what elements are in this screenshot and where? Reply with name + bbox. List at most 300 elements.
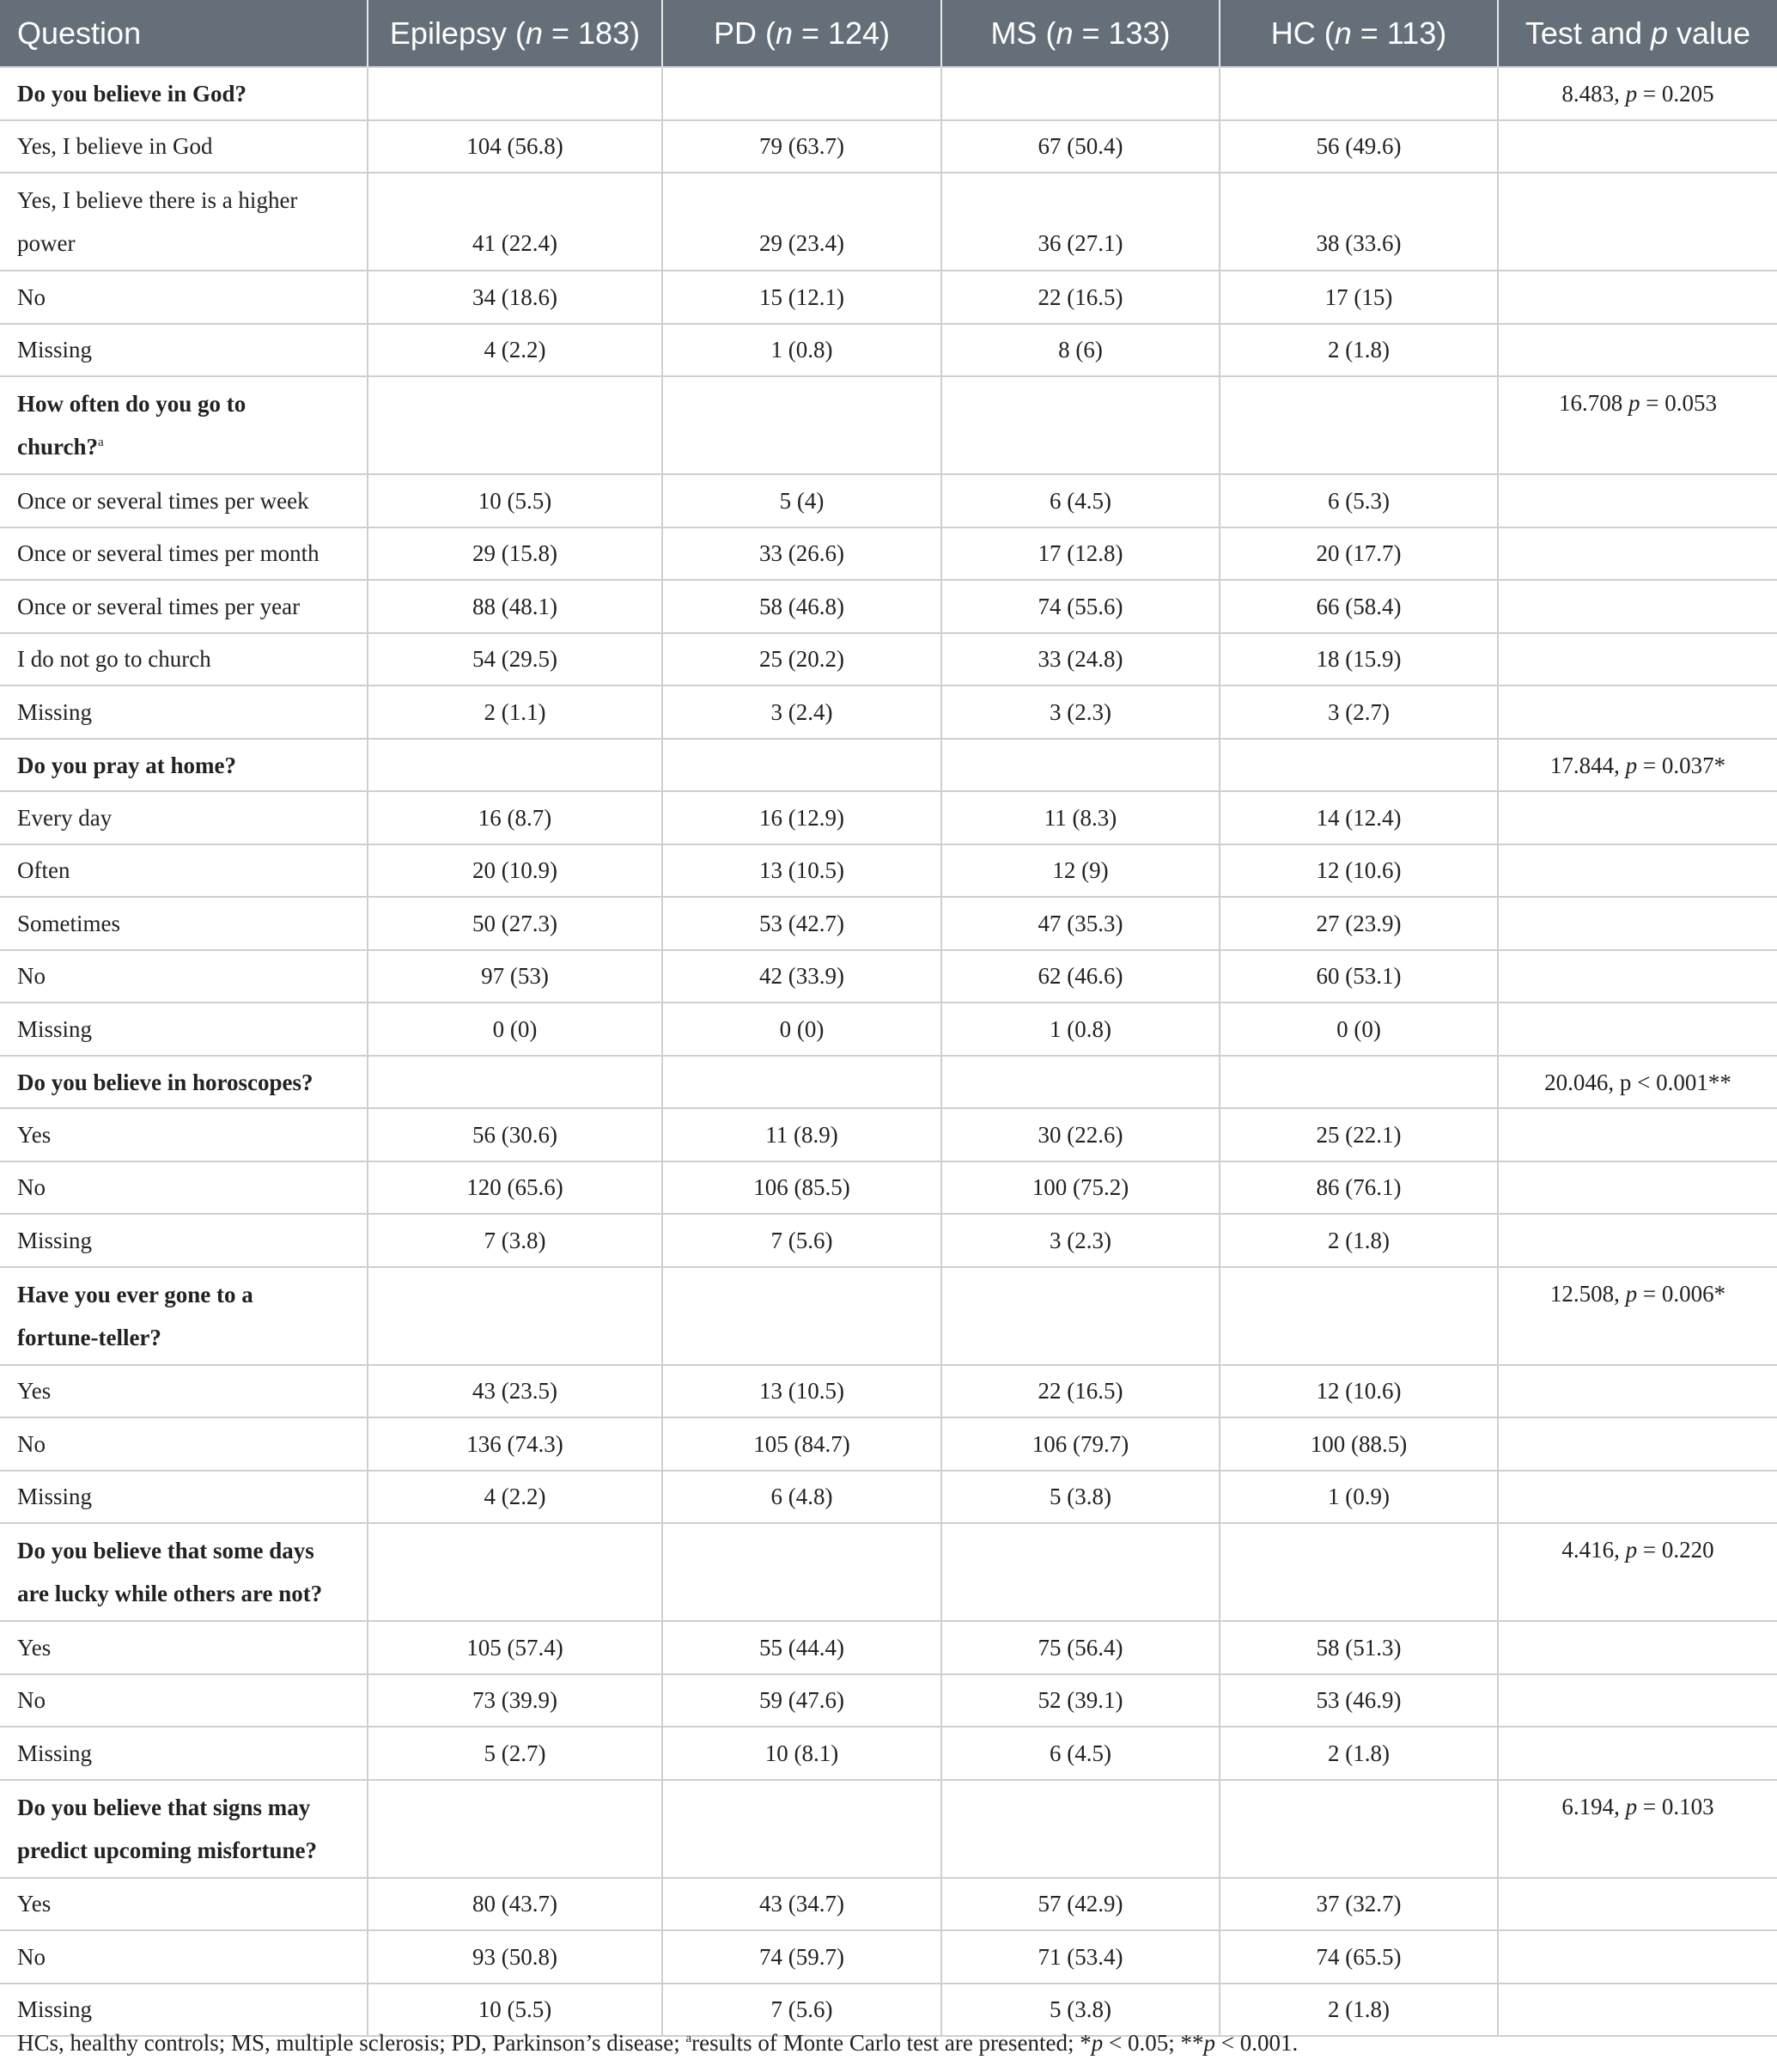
footnote-sig2: < 0.001. (1215, 2030, 1299, 2056)
test-stat: 6.194, (1561, 1793, 1626, 1819)
ms-cell: 1 (0.8) (941, 1002, 1220, 1056)
hc-cell (1220, 1523, 1498, 1621)
ms-cell (941, 67, 1220, 120)
label-text: Yes (17, 1378, 52, 1405)
hc-cell: 38 (33.6) (1220, 173, 1498, 271)
hc-cell: 56 (49.6) (1220, 120, 1498, 174)
label-text: Missing (17, 1015, 93, 1042)
col-header-pd (662, 0, 941, 67)
label-text: Sometimes (17, 910, 120, 936)
label-text: No (17, 1430, 46, 1457)
ms-cell: 67 (50.4) (941, 120, 1220, 174)
label-line-1: Have you ever gone to a (17, 1281, 253, 1307)
hc-cell (1220, 739, 1498, 792)
epilepsy-cell: 105 (57.4) (368, 1621, 662, 1674)
hc-cell: 2 (1.8) (1220, 1214, 1498, 1267)
label-text: Missing (17, 1740, 93, 1766)
answer-label (0, 173, 368, 271)
test-cell (1498, 1471, 1777, 1524)
hc-cell: 2 (1.8) (1220, 1727, 1498, 1780)
ms-cell: 30 (22.6) (941, 1108, 1220, 1161)
table-row (0, 950, 1777, 1003)
label-text: I do not go to church (17, 646, 211, 673)
table-row (0, 1674, 1777, 1728)
epilepsy-cell (368, 739, 662, 792)
table-row (0, 1930, 1777, 1984)
ms-cell: 8 (6) (941, 324, 1220, 377)
label-text: Yes (17, 1121, 52, 1148)
col-header-epilepsy (368, 0, 662, 67)
col-header-ms (941, 0, 1220, 67)
hc-cell: 12 (10.6) (1220, 1365, 1498, 1418)
question-label (0, 1267, 368, 1365)
test-cell (1498, 739, 1777, 792)
answer-label (0, 1417, 368, 1471)
table-row (0, 1984, 1777, 2037)
test-cell (1498, 580, 1777, 633)
hc-cell: 37 (32.7) (1220, 1878, 1498, 1931)
answer-label (0, 686, 368, 739)
answer-label (0, 120, 368, 174)
pd-cell: 53 (42.7) (662, 897, 941, 950)
table-row (0, 1621, 1777, 1674)
hc-cell (1220, 1056, 1498, 1109)
test-cell (1498, 527, 1777, 581)
epilepsy-cell: 41 (22.4) (368, 173, 662, 271)
label-text: Often (17, 857, 70, 884)
ms-cell: 75 (56.4) (941, 1621, 1220, 1674)
label-line-1: Do you believe that some days (17, 1538, 314, 1563)
label-text: Once or several times per year (17, 593, 301, 619)
hc-cell: 14 (12.4) (1220, 791, 1498, 844)
hc-cell: 6 (5.3) (1220, 474, 1498, 527)
test-cell (1498, 1002, 1777, 1056)
test-cell (1498, 897, 1777, 950)
hc-cell: 3 (2.7) (1220, 686, 1498, 739)
question-row (0, 1267, 1777, 1365)
table-row (0, 844, 1777, 898)
test-stat: 4.416, (1561, 1537, 1626, 1563)
test-cell (1498, 67, 1777, 120)
ms-cell: 12 (9) (941, 844, 1220, 898)
epilepsy-cell: 10 (5.5) (368, 474, 662, 527)
pd-cell: 7 (5.6) (662, 1214, 941, 1267)
test-cell (1498, 474, 1777, 527)
label-text: Do you believe in God? (17, 81, 247, 107)
test-stat: 8.483, (1561, 81, 1626, 107)
col-header-test-b: value (1668, 15, 1751, 51)
answer-label (0, 1002, 368, 1056)
pd-cell: 106 (85.5) (662, 1161, 941, 1215)
label-text: Do you pray at home? (17, 752, 236, 778)
test-cell (1498, 1214, 1777, 1267)
table-row (0, 1108, 1777, 1161)
col-header-epilepsy-name: Epilepsy ( (389, 15, 526, 51)
ms-cell: 5 (3.8) (941, 1984, 1220, 2037)
test-cell (1498, 1930, 1777, 1984)
epilepsy-cell: 73 (39.9) (368, 1674, 662, 1728)
label-text: Yes (17, 1891, 52, 1917)
label-line-2: fortune-teller? (17, 1324, 161, 1350)
hc-cell: 17 (15) (1220, 271, 1498, 324)
pd-cell: 0 (0) (662, 1002, 941, 1056)
test-cell (1498, 1108, 1777, 1161)
ms-cell: 3 (2.3) (941, 1214, 1220, 1267)
test-cell (1498, 324, 1777, 377)
epilepsy-cell: 7 (3.8) (368, 1214, 662, 1267)
answer-label (0, 844, 368, 898)
test-stat: 16.708 (1559, 390, 1628, 416)
col-header-hc-n: n (1334, 15, 1352, 51)
test-p-value: = 0.053 (1640, 390, 1717, 416)
test-p-value: = 0.220 (1637, 1537, 1714, 1563)
col-header-ms-count: = 133) (1073, 15, 1171, 51)
footnote-p2: p (1203, 2030, 1215, 2056)
epilepsy-cell (368, 1267, 662, 1365)
ms-cell: 6 (4.5) (941, 1727, 1220, 1780)
question-row (0, 1056, 1777, 1109)
ms-cell: 62 (46.6) (941, 950, 1220, 1003)
answer-label (0, 271, 368, 324)
table-row (0, 1365, 1777, 1418)
ms-cell: 6 (4.5) (941, 474, 1220, 527)
ms-cell: 5 (3.8) (941, 1471, 1220, 1524)
epilepsy-cell: 120 (65.6) (368, 1161, 662, 1215)
test-cell (1498, 1621, 1777, 1674)
test-cell (1498, 376, 1777, 474)
col-header-epilepsy-n: n (525, 15, 543, 51)
hc-cell: 74 (65.5) (1220, 1930, 1498, 1984)
epilepsy-cell: 16 (8.7) (368, 791, 662, 844)
footnote-sig1: < 0.05; ** (1103, 2030, 1204, 2056)
test-cell (1498, 1161, 1777, 1215)
test-p-value: = 0.103 (1637, 1793, 1714, 1819)
label-line-2: power (17, 230, 76, 256)
hc-cell: 25 (22.1) (1220, 1108, 1498, 1161)
answer-label (0, 1930, 368, 1984)
table-row (0, 1161, 1777, 1215)
col-header-question-text: Question (17, 15, 142, 51)
col-header-test-a: Test and (1524, 15, 1651, 51)
label-text: Once or several times per month (17, 540, 319, 567)
epilepsy-cell (368, 67, 662, 120)
table-header (0, 0, 1777, 67)
label-text: Missing (17, 337, 93, 363)
question-row (0, 739, 1777, 792)
pd-cell: 3 (2.4) (662, 686, 941, 739)
label-line-2: are lucky while others are not? (17, 1581, 323, 1606)
table-row (0, 1727, 1777, 1780)
answer-label (0, 580, 368, 633)
answer-label (0, 1214, 368, 1267)
pd-cell: 6 (4.8) (662, 1471, 941, 1524)
pd-cell (662, 1780, 941, 1878)
pd-cell: 55 (44.4) (662, 1621, 941, 1674)
footnote-sup-a: a (685, 2032, 692, 2045)
pd-cell: 13 (10.5) (662, 1365, 941, 1418)
answer-label (0, 950, 368, 1003)
answer-label (0, 527, 368, 581)
col-header-pd-name: PD ( (713, 15, 776, 51)
hc-cell: 0 (0) (1220, 1002, 1498, 1056)
pd-cell: 42 (33.9) (662, 950, 941, 1003)
label-text: Do you believe in horoscopes? (17, 1069, 313, 1095)
table-body (0, 67, 1777, 2036)
hc-cell: 2 (1.8) (1220, 1984, 1498, 2037)
col-header-test-p: p (1650, 15, 1669, 51)
ms-cell (941, 1780, 1220, 1878)
ms-cell (941, 1056, 1220, 1109)
epilepsy-cell: 4 (2.2) (368, 1471, 662, 1524)
pd-cell: 16 (12.9) (662, 791, 941, 844)
hc-cell: 2 (1.8) (1220, 324, 1498, 377)
table-row (0, 686, 1777, 739)
answer-label (0, 1621, 368, 1674)
label-text: No (17, 283, 46, 310)
answer-label (0, 1365, 368, 1418)
hc-cell (1220, 1267, 1498, 1365)
table-footnote (17, 2030, 1298, 2057)
pd-cell (662, 67, 941, 120)
hc-cell: 1 (0.9) (1220, 1471, 1498, 1524)
ms-cell: 106 (79.7) (941, 1417, 1220, 1471)
test-cell (1498, 1780, 1777, 1878)
table-row (0, 1002, 1777, 1056)
test-stat: 20.046, p < 0.001** (1544, 1069, 1731, 1095)
pd-cell (662, 1056, 941, 1109)
answer-label (0, 324, 368, 377)
test-p-symbol: p (1625, 1537, 1638, 1563)
epilepsy-cell: 97 (53) (368, 950, 662, 1003)
col-header-pd-n: n (775, 15, 793, 51)
pd-cell: 59 (47.6) (662, 1674, 941, 1728)
test-p-symbol: p (1625, 81, 1638, 107)
col-header-pd-count: = 124) (792, 15, 891, 51)
question-label (0, 739, 368, 792)
table-row (0, 1878, 1777, 1931)
label-text: Missing (17, 1484, 93, 1510)
question-row (0, 1523, 1777, 1621)
epilepsy-cell (368, 1780, 662, 1878)
answer-label (0, 791, 368, 844)
epilepsy-cell: 5 (2.7) (368, 1727, 662, 1780)
question-label (0, 1056, 368, 1109)
pd-cell: 29 (23.4) (662, 173, 941, 271)
question-row (0, 1780, 1777, 1878)
answer-label (0, 633, 368, 686)
epilepsy-cell: 80 (43.7) (368, 1878, 662, 1931)
test-cell (1498, 686, 1777, 739)
ms-cell: 57 (42.9) (941, 1878, 1220, 1931)
col-header-test (1498, 0, 1777, 67)
table-row (0, 633, 1777, 686)
label-footnote-marker: a (98, 436, 104, 449)
footnote-abbrev: HCs, healthy controls; MS, multiple sclerosis; PD, Parkinson’s disease; (17, 2030, 686, 2056)
hc-cell: 58 (51.3) (1220, 1621, 1498, 1674)
label-text: Missing (17, 698, 93, 725)
label-text: No (17, 1687, 46, 1714)
pd-cell: 10 (8.1) (662, 1727, 941, 1780)
test-cell (1498, 120, 1777, 174)
ms-cell: 71 (53.4) (941, 1930, 1220, 1984)
label-line-1: How often do you go to (17, 391, 246, 417)
test-p-symbol: p (1625, 752, 1638, 778)
test-p-symbol: p (1628, 390, 1640, 416)
pd-cell: 79 (63.7) (662, 120, 941, 174)
hc-cell: 27 (23.9) (1220, 897, 1498, 950)
test-cell (1498, 1523, 1777, 1621)
ms-cell: 100 (75.2) (941, 1161, 1220, 1215)
label-text: Once or several times per week (17, 487, 309, 514)
col-header-ms-name: MS ( (990, 15, 1056, 51)
pd-cell: 33 (26.6) (662, 527, 941, 581)
col-header-hc-name: HC ( (1270, 15, 1335, 51)
test-p-value: = 0.205 (1637, 81, 1714, 107)
epilepsy-cell: 4 (2.2) (368, 324, 662, 377)
ms-cell (941, 1523, 1220, 1621)
epilepsy-cell (368, 1523, 662, 1621)
test-cell (1498, 1417, 1777, 1471)
epilepsy-cell: 0 (0) (368, 1002, 662, 1056)
epilepsy-cell: 29 (15.8) (368, 527, 662, 581)
col-header-hc-count: = 113) (1351, 15, 1447, 51)
table-row (0, 271, 1777, 324)
question-row (0, 67, 1777, 120)
label-text: No (17, 1943, 46, 1970)
answer-label (0, 1674, 368, 1728)
pd-cell: 5 (4) (662, 474, 941, 527)
test-cell (1498, 271, 1777, 324)
answer-label (0, 1161, 368, 1215)
epilepsy-cell: 104 (56.8) (368, 120, 662, 174)
col-header-ms-n: n (1056, 15, 1074, 51)
hc-cell: 18 (15.9) (1220, 633, 1498, 686)
ms-cell (941, 739, 1220, 792)
table-row (0, 1214, 1777, 1267)
epilepsy-cell: 50 (27.3) (368, 897, 662, 950)
table-row (0, 324, 1777, 377)
test-cell (1498, 844, 1777, 898)
question-label (0, 1780, 368, 1878)
ms-cell: 17 (12.8) (941, 527, 1220, 581)
test-p-symbol: p (1625, 1280, 1638, 1307)
col-header-epilepsy-count: = 183) (543, 15, 641, 51)
hc-cell: 53 (46.9) (1220, 1674, 1498, 1728)
epilepsy-cell (368, 1056, 662, 1109)
epilepsy-cell: 136 (74.3) (368, 1417, 662, 1471)
test-cell (1498, 1674, 1777, 1728)
table-row (0, 897, 1777, 950)
test-p-value: = 0.006* (1637, 1280, 1726, 1307)
test-cell (1498, 1727, 1777, 1780)
epilepsy-cell: 93 (50.8) (368, 1930, 662, 1984)
pd-cell: 15 (12.1) (662, 271, 941, 324)
hc-cell: 100 (88.5) (1220, 1417, 1498, 1471)
test-stat: 12.508, (1549, 1280, 1626, 1307)
pd-cell: 7 (5.6) (662, 1984, 941, 2037)
epilepsy-cell: 2 (1.1) (368, 686, 662, 739)
hc-cell: 12 (10.6) (1220, 844, 1498, 898)
test-cell (1498, 1267, 1777, 1365)
table-row (0, 120, 1777, 174)
epilepsy-cell: 56 (30.6) (368, 1108, 662, 1161)
ms-cell: 47 (35.3) (941, 897, 1220, 950)
ms-cell: 22 (16.5) (941, 1365, 1220, 1418)
epilepsy-cell: 20 (10.9) (368, 844, 662, 898)
pd-cell (662, 739, 941, 792)
test-cell (1498, 633, 1777, 686)
label-text: Missing (17, 1227, 93, 1253)
question-row (0, 376, 1777, 474)
pd-cell: 13 (10.5) (662, 844, 941, 898)
answer-label (0, 1727, 368, 1780)
answer-label (0, 1984, 368, 2037)
ms-cell: 74 (55.6) (941, 580, 1220, 633)
test-cell (1498, 1056, 1777, 1109)
ms-cell: 22 (16.5) (941, 271, 1220, 324)
answer-label (0, 1878, 368, 1931)
test-cell (1498, 1878, 1777, 1931)
test-cell (1498, 173, 1777, 271)
pd-cell: 105 (84.7) (662, 1417, 941, 1471)
hc-cell: 66 (58.4) (1220, 580, 1498, 633)
table-row (0, 580, 1777, 633)
table-row (0, 527, 1777, 581)
test-p-value: = 0.037* (1637, 752, 1726, 778)
test-cell (1498, 791, 1777, 844)
question-label (0, 67, 368, 120)
table-row (0, 1471, 1777, 1524)
label-line-2: predict upcoming misfortune? (17, 1837, 317, 1863)
pd-cell: 25 (20.2) (662, 633, 941, 686)
question-label (0, 376, 368, 474)
question-label (0, 1523, 368, 1621)
test-p-symbol: p (1625, 1793, 1638, 1819)
label-text: No (17, 1174, 46, 1201)
footnote-p1: p (1091, 2030, 1104, 2056)
col-header-question (0, 0, 368, 67)
pd-cell: 43 (34.7) (662, 1878, 941, 1931)
header-row (0, 0, 1777, 67)
ms-cell (941, 1267, 1220, 1365)
table-row (0, 474, 1777, 527)
answer-label (0, 897, 368, 950)
ms-cell: 33 (24.8) (941, 633, 1220, 686)
ms-cell: 52 (39.1) (941, 1674, 1220, 1728)
hc-cell: 20 (17.7) (1220, 527, 1498, 581)
test-cell (1498, 1365, 1777, 1418)
label-line-1: Do you believe that signs may (17, 1794, 311, 1820)
table-row (0, 791, 1777, 844)
answer-label (0, 1471, 368, 1524)
label-text: Yes (17, 1634, 52, 1661)
epilepsy-cell: 88 (48.1) (368, 580, 662, 633)
ms-cell: 3 (2.3) (941, 686, 1220, 739)
table-row (0, 173, 1777, 271)
hc-cell (1220, 67, 1498, 120)
pd-cell (662, 1267, 941, 1365)
ms-cell: 11 (8.3) (941, 791, 1220, 844)
test-stat: 17.844, (1549, 752, 1626, 778)
epilepsy-cell: 34 (18.6) (368, 271, 662, 324)
footnote-monte-carlo: results of Monte Carlo test are presented; * (691, 2030, 1092, 2056)
epilepsy-cell: 54 (29.5) (368, 633, 662, 686)
epilepsy-cell: 43 (23.5) (368, 1365, 662, 1418)
label-line-1: Yes, I believe there is a higher (17, 187, 298, 213)
pd-cell: 74 (59.7) (662, 1930, 941, 1984)
label-line-2: church? (17, 434, 99, 460)
hc-cell: 60 (53.1) (1220, 950, 1498, 1003)
